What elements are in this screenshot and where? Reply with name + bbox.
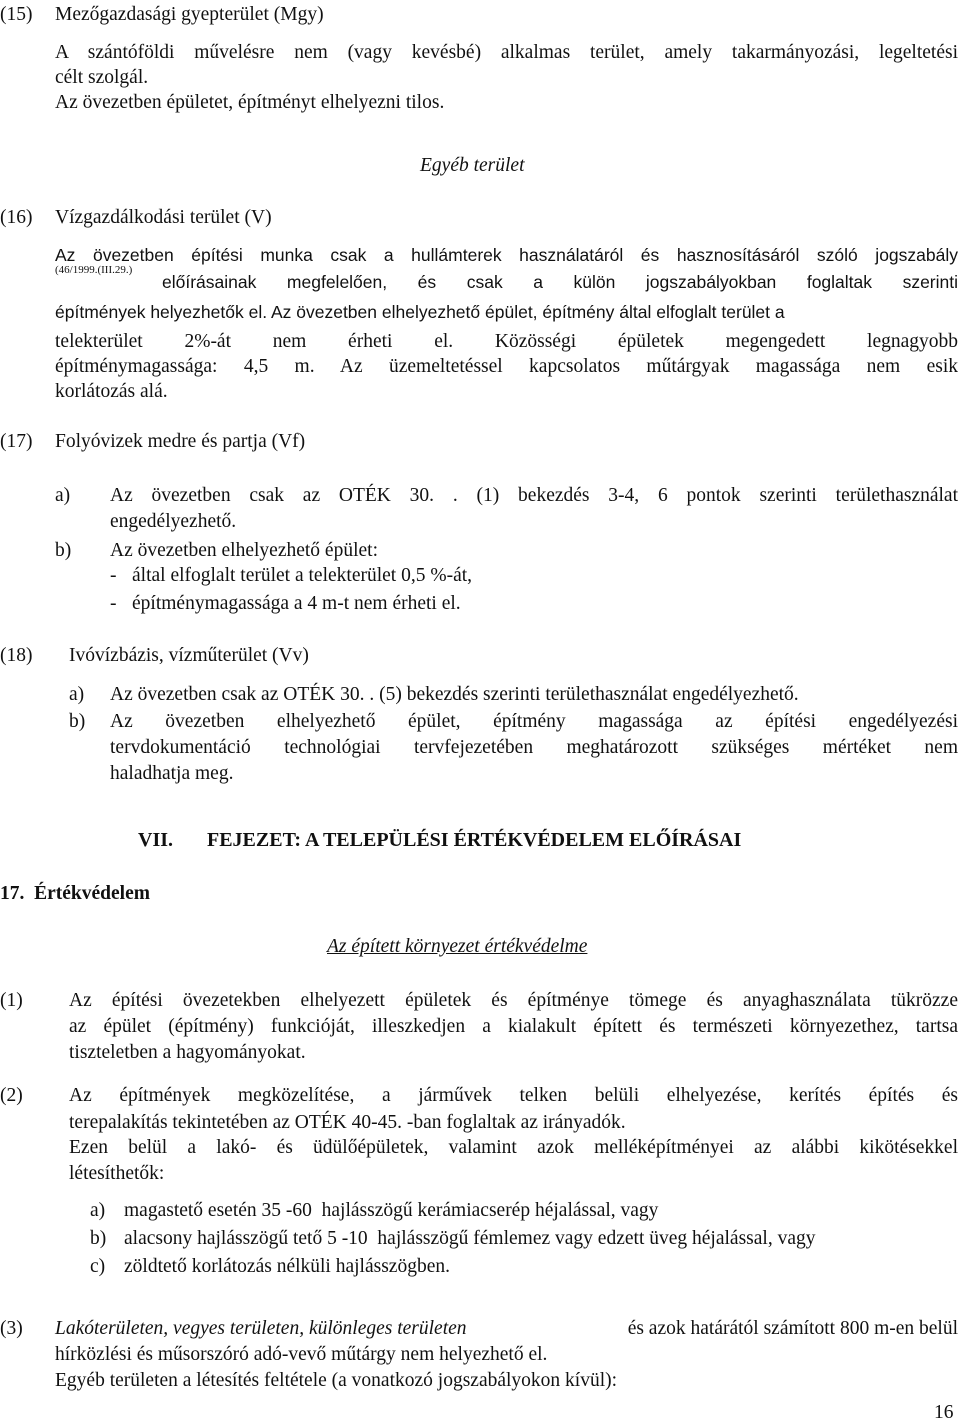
- paragraph-1-line-1: Az építési övezetekben elhelyezett épületek és építménye tömege és anyaghasználata tükrözze: [69, 990, 958, 1011]
- paragraph-3-line-1: [55, 1316, 958, 1341]
- paragraph-2-line-3: Ezen belül a lakó- és üdülőépületek, valamint azok melléképítményei az alábbi kikötésekkel: [69, 1137, 958, 1158]
- paragraph-2-c-label: c): [90, 1256, 106, 1277]
- section-17-dash-2: -: [110, 593, 117, 614]
- paragraph-2-number: (2): [0, 1085, 23, 1106]
- section-17-dash-item-1: által elfoglalt terület a telekterület 0,5 %-át,: [132, 565, 473, 586]
- paragraph-3-number: (3): [0, 1318, 23, 1339]
- subheading-egyeb-terulet: Egyéb terület: [420, 155, 525, 176]
- paragraph-2-b-label: b): [90, 1228, 107, 1249]
- section-18-a-line-1: Az övezetben csak az OTÉK 30. . (5) bekezdés szerinti területhasználat engedélyezhető.: [110, 684, 799, 705]
- section-15-line-2: célt szolgál.: [55, 67, 149, 88]
- paragraph-2-line-1: Az építmények megközelítése, a járművek telken belüli elhelyezése, kerítés építés és: [69, 1085, 958, 1106]
- paragraph-1-line-2: az épület (építmény) funkcióját, illeszkedjen a kialakult épített és természeti környezethez, tartsa: [69, 1016, 958, 1037]
- paragraph-3-line-1-italic: Lakóterületen, vegyes területen, különleges területen: [55, 1318, 467, 1339]
- paragraph-2-c-text: zöldtető korlátozás nélküli hajlásszögben.: [124, 1256, 450, 1277]
- section-16-number: (16): [0, 207, 33, 228]
- section-17-b-line-1: Az övezetben elhelyezhető épület:: [110, 540, 378, 561]
- section-18-title: Ivóvízbázis, vízműterület (Vv): [69, 645, 309, 666]
- section-16-reference: (46/1999.(III.29.): [55, 264, 133, 276]
- paragraph-2-line-2: terepalakítás tekintetében az OTÉK 40-45. -ban foglaltak az irányadók.: [69, 1112, 626, 1133]
- section-16-title: Vízgazdálkodási terület (V): [55, 207, 272, 228]
- section-17-a-line-2: engedélyezhető.: [110, 511, 237, 532]
- section-15-number: (15): [0, 4, 33, 25]
- paragraph-2-b-text: alacsony hajlásszögű tető 5 -10 hajlásszögű fémlemez vagy edzett üveg héjalással, vagy: [124, 1228, 816, 1249]
- chapter-title: FEJEZET: A TELEPÜLÉSI ÉRTÉKVÉDELEM ELŐÍRÁSAI: [207, 829, 742, 851]
- paragraph-2-a-text: magastető esetén 35 -60 hajlásszögű kerámiacserép héjalással, vagy: [124, 1200, 659, 1221]
- section-18-b-label: b): [69, 711, 86, 732]
- section-17-dash-item-2: építménymagassága a 4 m-t nem érheti el.: [132, 593, 461, 614]
- section-18-number: (18): [0, 645, 33, 666]
- section-18-a-label: a): [69, 684, 85, 705]
- paragraph-1-number: (1): [0, 990, 23, 1011]
- section-16-line-6: korlátozás alá.: [55, 381, 168, 402]
- paragraph-3-line-1-rest: és azok határától számított 800 m-en belül: [627, 1318, 958, 1339]
- section-16-line-5: építménymagassága: 4,5 m. Az üzemeltetéssel kapcsolatos műtárgyak magassága nem esik: [55, 356, 958, 377]
- section-18-b-line-3: haladhatja meg.: [110, 763, 234, 784]
- section-17-a-label: a): [55, 485, 71, 506]
- section-18-b-line-2: tervdokumentáció technológiai tervfejezetében meghatározott szükséges mértéket nem: [110, 737, 958, 758]
- section-16-line-3a: [55, 300, 785, 325]
- section-17-number: (17): [0, 431, 33, 452]
- section-15-title: Mezőgazdasági gyepterület (Mgy): [55, 4, 324, 25]
- section-16-line-1: Az övezetben építési munka csak a hullámterek használatáról és hasznosításáról szóló jogszabály: [55, 245, 958, 265]
- section-15-line-3: Az övezetben épületet, építményt elhelyezni tilos.: [55, 92, 445, 113]
- section-18-b-line-1: Az övezetben elhelyezhető épület, építmény magassága az építési engedélyezési: [110, 711, 958, 732]
- paragraph-2-line-4: létesíthetők:: [69, 1163, 165, 1184]
- subheading-epitett-kornyezet: Az épített környezet értékvédelme: [327, 936, 588, 957]
- section-17-title: Folyóvizek medre és partja (Vf): [55, 431, 306, 452]
- section-16-line-2: előírásainak megfelelően, és csak a külön jogszabályokban foglaltak szerinti: [162, 272, 958, 292]
- section-17-dash-1: -: [110, 565, 117, 586]
- paragraph-1-line-3: tiszteletben a hagyományokat.: [69, 1042, 306, 1063]
- section-15-line-1: A szántóföldi művelésre nem (vagy kevésbé) alkalmas terület, amely takarmányozási, legeltetési: [55, 42, 958, 63]
- section-title-ertekvedelem: 17. Értékvédelem: [0, 883, 151, 904]
- section-17-b-label: b): [55, 540, 72, 561]
- paragraph-2-a-label: a): [90, 1200, 106, 1221]
- section-16-line-3: építmények helyezhetők el. Az övezetben elhelyezhető épület, építmény által elfoglalt terület a: [55, 302, 785, 322]
- paragraph-3-line-3: Egyéb területen a létesítés feltétele (a vonatkozó jogszabályokon kívül):: [55, 1370, 618, 1391]
- section-17-a-line-1: Az övezetben csak az OTÉK 30. . (1) bekezdés 3-4, 6 pontok szerinti területhasználat: [110, 485, 958, 506]
- paragraph-3-line-2: hírközlési és műsorszóró adó-vevő műtárgy nem helyezhető el.: [55, 1344, 548, 1365]
- section-16-line-4: telekterület 2%-át nem érheti el. Közösségi épületek megengedett legnagyobb: [55, 331, 958, 352]
- chapter-roman-numeral: VII.: [138, 829, 174, 851]
- page-number: 16: [934, 1402, 954, 1423]
